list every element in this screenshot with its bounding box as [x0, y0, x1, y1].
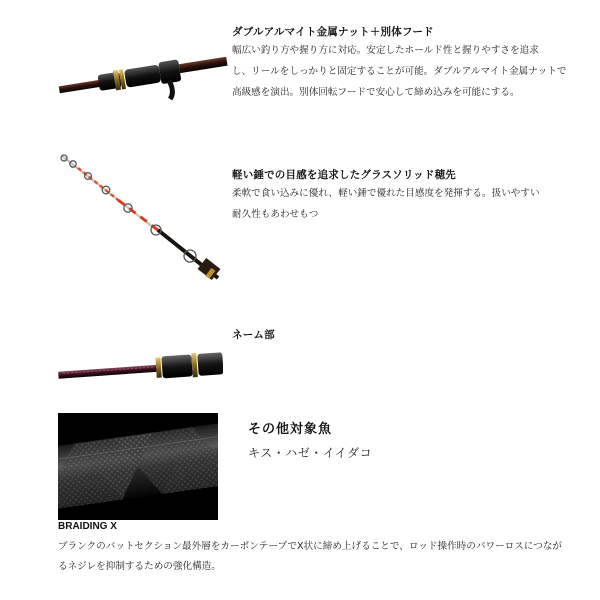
name-section-photo: [58, 322, 223, 402]
target-fish-list: キス・ハゼ・イイダコ: [248, 446, 373, 460]
braiding-line: るネジレを抑制するための強化構造。: [58, 561, 221, 572]
braiding-x-label: BRAIDING X: [58, 521, 117, 532]
target-fish-title: その他対象魚: [248, 422, 333, 437]
reel-seat-photo: [58, 35, 228, 115]
section-heading-name: ネーム部: [232, 329, 275, 341]
rod-tip-photo: [58, 150, 223, 285]
braiding-x-description: [58, 537, 598, 577]
section-line: 高級感を演出。別体回転フードで安心して締め込みを可能にする。: [232, 87, 520, 98]
section-heading-metal-nut: ダブルアルマイト金属ナット＋別体フード: [232, 26, 434, 38]
section-text-metal-nut: [232, 40, 592, 103]
section-line: 柔軟で食い込みに優れ、軽い錘で優れた目感度を発揮する。扱いやすい: [232, 188, 540, 199]
section-line: 耐久性もあわせもつ: [232, 209, 319, 220]
section-line: し、リールをしっかりと固定することが可能。ダブルアルマイト金属ナットで: [232, 66, 567, 77]
braiding-x-photo: [58, 413, 218, 520]
section-text-glass-tip: [232, 183, 592, 225]
section-line: 幅広い釣り方や握り方に対応。安定したホールド性と握りやすさを追求: [232, 45, 539, 56]
section-heading-glass-tip: 軽い錘での目感を追求したグラスソリッド穂先: [232, 169, 456, 181]
braiding-line: ブランクのバットセクション最外層をカーボンテープでX状に締め上げることで、ロッド操作時のパワーロスにつなが: [58, 541, 563, 552]
